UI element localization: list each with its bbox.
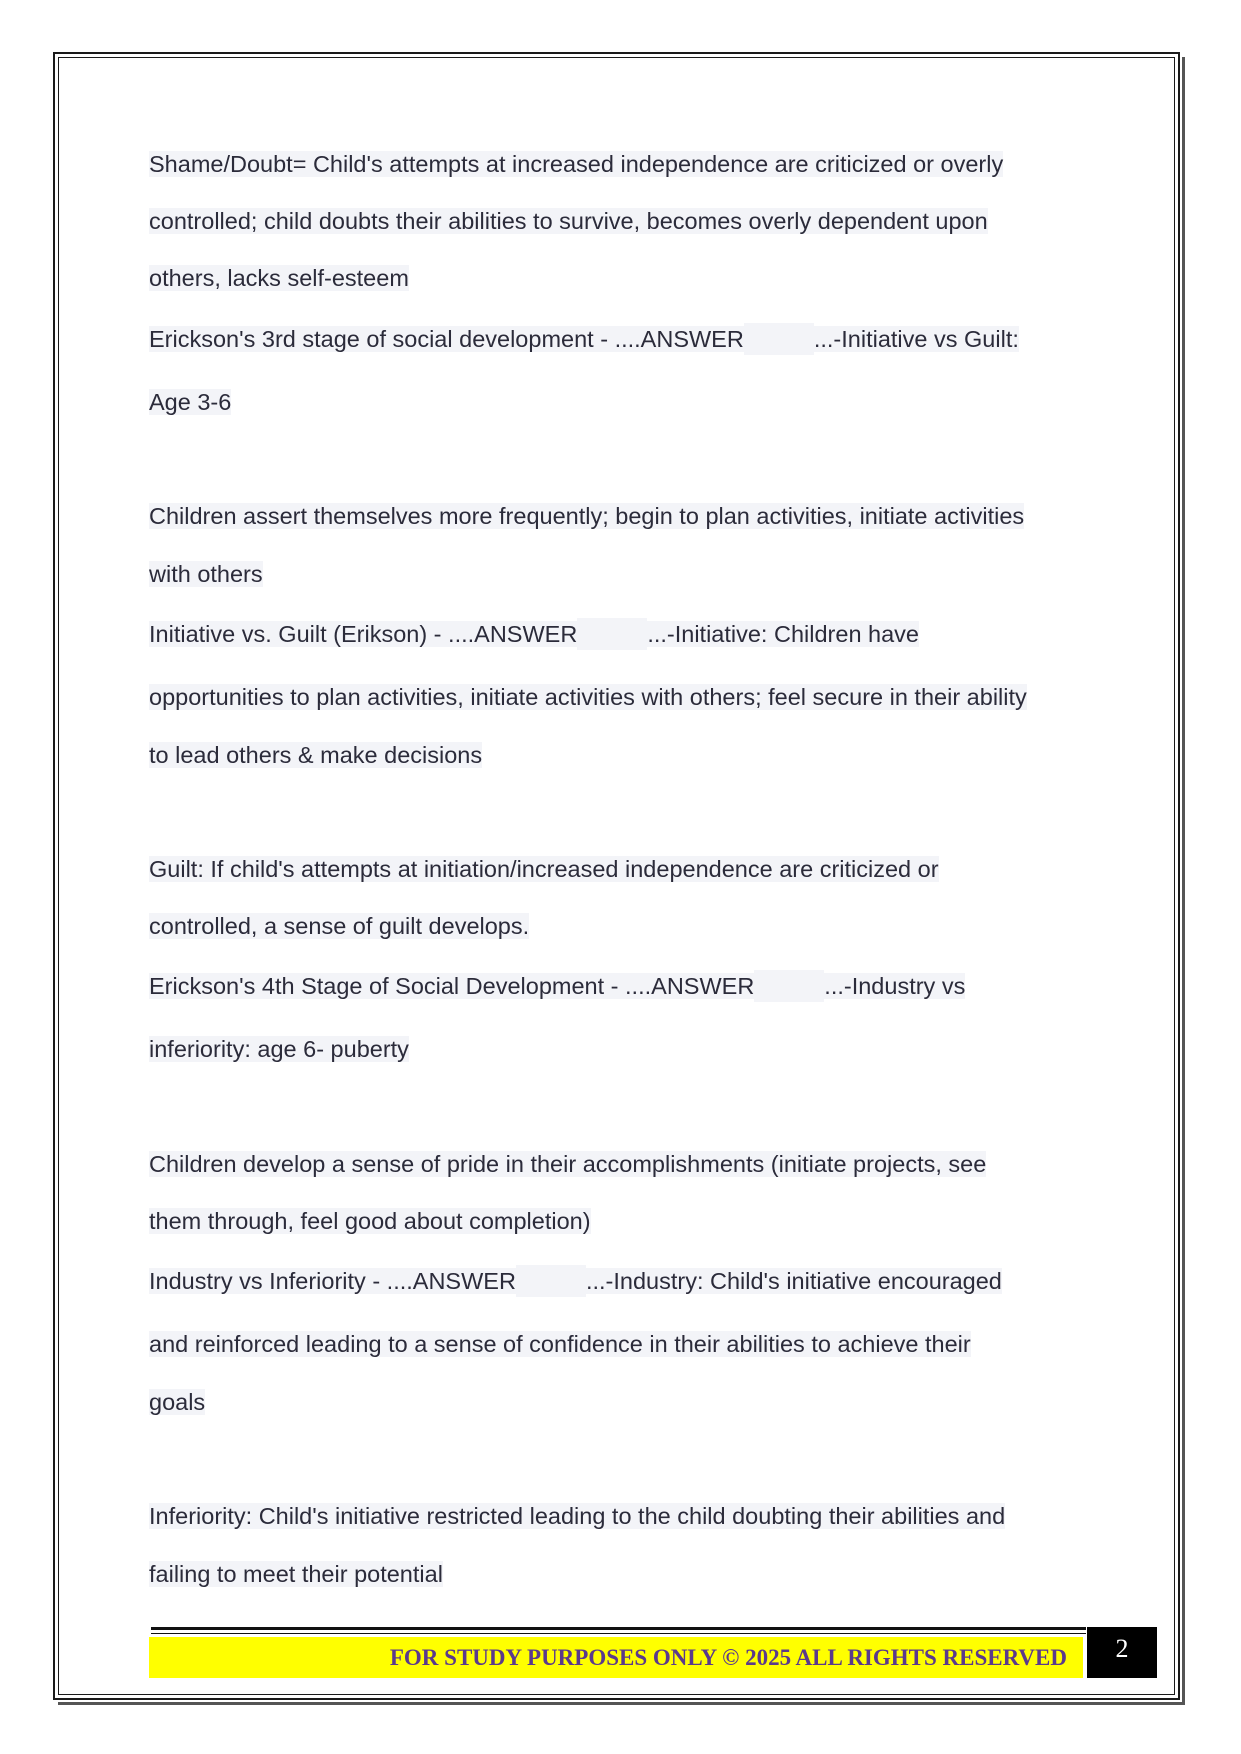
answer-text: ...-Initiative: Children have <box>647 621 919 647</box>
text-line <box>149 1386 205 1418</box>
text-line <box>149 205 988 237</box>
text-line <box>149 1500 1005 1532</box>
text-line <box>149 1148 986 1180</box>
footer-notice: FOR STUDY PURPOSES ONLY © 2025 ALL RIGHTS RESERVED <box>389 1645 1067 1670</box>
question-text: Erickson's 3rd stage of social development - ....ANSWER <box>149 326 744 352</box>
line-text: Inferiority: Child's initiative restricted leading to the child doubting their abilities and <box>149 1503 1006 1529</box>
line-text: Children develop a sense of pride in their accomplishments (initiate projects, see <box>149 1151 987 1177</box>
footer-divider-thin <box>151 1633 1086 1634</box>
line-text: opportunities to plan activities, initiate activities with others; feel secure in their ability <box>149 684 1027 710</box>
text-line <box>149 1558 443 1590</box>
question-line <box>149 1265 1002 1297</box>
text-line <box>149 739 482 771</box>
text-line <box>149 558 263 590</box>
line-text: failing to meet their potential <box>149 1561 443 1587</box>
question-line <box>149 970 965 1002</box>
page-number: 2 <box>1087 1627 1157 1678</box>
text-line <box>149 386 231 418</box>
text-line <box>149 500 1024 532</box>
line-text: goals <box>149 1389 206 1415</box>
answer-text: ...-Industry vs <box>824 973 966 999</box>
question-text: Industry vs Inferiority - ....ANSWER <box>149 1268 516 1294</box>
line-text: to lead others & make decisions <box>149 742 483 768</box>
text-line <box>149 1033 409 1065</box>
text-line <box>149 910 529 942</box>
line-text: and reinforced leading to a sense of confidence in their abilities to achieve their <box>149 1331 971 1357</box>
text-line <box>149 853 939 885</box>
line-text: others, lacks self-esteem <box>149 265 409 291</box>
line-text: Shame/Doubt= Child's attempts at increased independence are criticized or overly <box>149 151 1004 177</box>
line-text: Age 3-6 <box>149 389 232 415</box>
question-line <box>149 618 919 650</box>
text-line <box>149 262 409 294</box>
text-line <box>149 1328 971 1360</box>
line-text: controlled; child doubts their abilities to survive, becomes overly dependent upon <box>149 208 988 234</box>
line-text: Children assert themselves more frequently; begin to plan activities, initiate activities <box>149 503 1025 529</box>
line-text: Guilt: If child's attempts at initiation/increased independence are criticized or <box>149 856 939 882</box>
question-text: Initiative vs. Guilt (Erikson) - ....ANSWER <box>149 621 578 647</box>
line-text: inferiority: age 6- puberty <box>149 1036 409 1062</box>
line-text: controlled, a sense of guilt develops. <box>149 913 530 939</box>
footer-divider <box>151 1627 1086 1630</box>
line-text: with others <box>149 561 263 587</box>
text-line <box>149 148 1003 180</box>
text-line <box>149 1205 591 1237</box>
text-line <box>149 681 1027 713</box>
question-line <box>149 323 1019 355</box>
answer-text: ...-Industry: Child's initiative encouraged <box>585 1268 1002 1294</box>
answer-text: ...-Initiative vs Guilt: <box>813 326 1019 352</box>
line-text: them through, feel good about completion) <box>149 1208 591 1234</box>
question-text: Erickson's 4th Stage of Social Development - ....ANSWER <box>149 973 755 999</box>
